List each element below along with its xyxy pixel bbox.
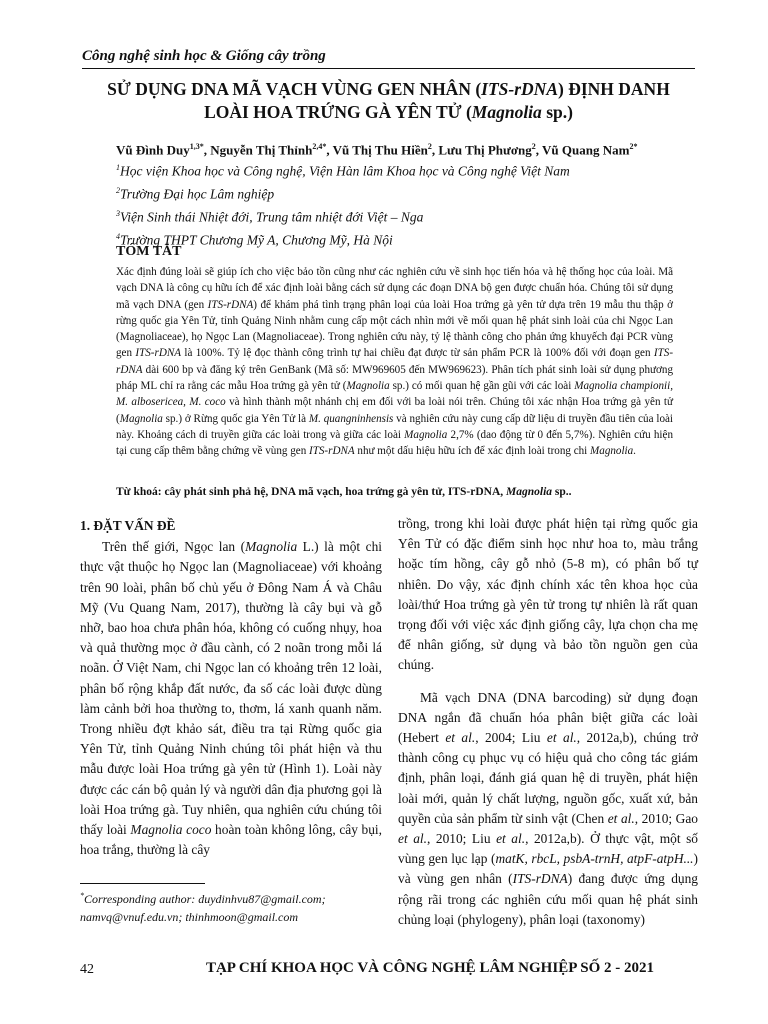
title-line-1 — [82, 78, 695, 101]
body-text: , 2012a,b). Ở thực vật, một số vùng gen lục lạp ( — [398, 831, 698, 867]
footnote-rule — [80, 883, 205, 884]
author-list: Vũ Đình Duy$^{1,3*}$, Nguyễn Thị Thỉnh$^{2,4*}$, Vũ Thị Thu Hiền$^2$, Lưu Thị Phương$^2$, Vũ Quang Nam$^{2*}$ — [116, 142, 638, 158]
body-text: hoàn toàn không lông, cây bụi, hoa trắng, thường là cây — [80, 822, 383, 858]
body-italic: et al. — [445, 730, 476, 746]
keywords-line — [116, 486, 676, 498]
abstract-heading: TÓM TẮT — [116, 244, 182, 259]
body-italic: ITS-rDNA — [512, 871, 568, 887]
header-rule — [82, 68, 695, 69]
body-text: Trên thế giới, Ngọc lan ( — [102, 539, 246, 555]
abstract-body — [116, 264, 673, 460]
abstract-italic: Magnolia — [119, 412, 163, 425]
body-italic: et al. — [546, 730, 577, 746]
title-text: ) ĐỊNH DANH — [558, 79, 670, 99]
article-title — [82, 78, 695, 124]
abstract-text: Xác định đúng loài sẽ giúp ích cho việc bảo tồn cũng như các nghiên cứu về sinh học tiến hóa và hệ thống học của loài. Mã vạch DNA là công cụ hữu ích để xác định loài bằng cách sử dụng các đoạn DNA bộ gen được chuẩn hóa. Chúng tôi sử dụng mã vạch DNA (gen — [116, 266, 673, 311]
footnote-line: namvq@vnuf.edu.vn; thinhmoon@gmail.com — [80, 910, 299, 924]
author-affiliation-mark: 2* — [629, 142, 638, 151]
affiliation-number: 1 — [116, 163, 120, 172]
keywords-italic: Magnolia — [506, 486, 553, 498]
body-text: ) và vùng gen nhân ( — [398, 851, 699, 887]
abstract-italic: ITS-rDNA — [309, 445, 355, 458]
footnote-line — [80, 887, 382, 908]
author-affiliation-mark: 2 — [427, 142, 432, 151]
affiliation-number: 3 — [116, 209, 120, 218]
affiliation-list — [116, 158, 696, 250]
affiliation-text: Trường Đại học Lâm nghiệp — [120, 186, 275, 202]
body-italic: et al. — [607, 810, 635, 826]
author-name: Vũ Quang Nam — [542, 142, 630, 158]
abstract-text: . — [633, 445, 636, 458]
keywords-text: sp.. — [552, 486, 572, 498]
body-text: , 2010; Gao — [634, 810, 698, 826]
author-name: Vũ Thị Thu Hiền — [332, 142, 428, 158]
title-text: LOÀI HOA TRỨNG GÀ YÊN TỬ ( — [204, 102, 472, 122]
abstract-italic: Magnolia — [404, 428, 448, 441]
footnote-text: Corresponding author: duydinhvu87@gmail.com; — [84, 892, 326, 906]
abstract-italic: ITS-rDNA — [135, 347, 182, 360]
author-affiliation-mark: 1,3* — [189, 142, 204, 151]
keywords-text: Từ khoá: cây phát sinh phả hệ, DNA mã vạch, hoa trứng gà yên tử, ITS-rDNA, — [116, 486, 507, 498]
title-italic: ITS-rDNA — [481, 79, 558, 99]
page-number: 42 — [80, 962, 94, 977]
body-text: L.) là một chi thực vật thuộc họ Ngọc lan (Magnoliaceae) với khoảng trên 90 loài, phân bố chủ yếu ở Đông Nam Á và Châu Mỹ (Vu Quang Nam, 2017), thường là cây bụi và gỗ nhỡ, bao hoa chưa phân hóa, không có cuống nhụy, hoa và quả thường mọc ở đầu cành, có 2 noãn trong mỗi lá noãn. Ở Việt Nam, chi Ngọc lan có khoảng trên 12 loài, phân bố rộng khắp đất nước, đa số các loài được dùng làm cảnh bởi hoa thường to, thơm, lá xanh quanh năm. Trong nhiều đợt khảo sát, điều tra tại Rừng quốc gia Yên Tử, tỉnh Quảng Ninh chúng tôi phát hiện và thu mẫu được loài Hoa trứng gà yên tử (Hình 1). Loài này được các cán bộ quản lý và người dân địa phương gọi là loài Hoa trứng gà. Tuy nhiên, qua nghiên cứu chúng tôi thấy loài — [80, 539, 383, 838]
abstract-text: và hình thành một nhánh chị em đối với ba loài nói trên. Chúng tôi xác nhận Hoa trứng gà yên tử ( — [116, 396, 673, 425]
affiliation-number: 4 — [116, 232, 120, 241]
abstract-text: 2,7% (dao động từ 0 đến 5,7%). Nghiên cứu hiện tại cung cấp thêm bằng chứng về vùng gen — [116, 428, 673, 458]
body-text: , 2004; Liu — [475, 730, 547, 746]
author-name: Vũ Đình Duy — [116, 142, 190, 158]
left-column — [80, 516, 382, 860]
affiliation — [116, 181, 696, 204]
abstract-italic: ITS-rDNA — [207, 298, 254, 311]
body-italic: matK, rbcL, psbA-trnH, atpF-atpH... — [495, 851, 694, 867]
author-name: Nguyễn Thị Thỉnh — [210, 142, 313, 158]
abstract-text: là 100%. Tỷ lệ đọc thành công trình tự hai chiều đạt được từ sản phẩm PCR là 100% đối với đoạn gen — [181, 347, 654, 360]
body-italic: Magnolia coco — [130, 822, 212, 838]
body-paragraph — [80, 537, 382, 860]
abstract-italic: Magnolia — [346, 380, 390, 393]
abstract-italic: M. quangninhensis — [308, 412, 394, 425]
affiliation-number: 2 — [116, 186, 120, 195]
abstract-text: sp.) ở Rừng quốc gia Yên Tử là — [162, 412, 309, 425]
body-paragraph-continued: trồng, trong khi loài được phát hiện tại rừng quốc gia Yên Tử có đặc điểm sinh học như hoa to, màu trắng hoặc tím hồng, cây gỗ nhỏ (5-8 m), có phân bố tự nhiên. Do vậy, xác định chính xác tên khoa học của loài/thứ Hoa trứng gà yên tử trong tự nhiên là rất quan trọng đối với việc xác định giống cây, lựa chọn cha mẹ để nhân giống, sử dụng và bảo tồn nguồn gen của chúng. — [398, 516, 698, 673]
abstract-italic: Magnolia championii, M. albosericea, M. coco — [116, 380, 673, 409]
abstract-italic: Magnolia — [590, 445, 634, 458]
running-head: Công nghệ sinh học & Giống cây trồng — [82, 48, 326, 64]
body-italic: et al. — [398, 831, 427, 847]
body-text: , 2012a,b), chúng trở thành công cụ phục vụ có hiệu quả cho công tác giám định, phân loại, đánh giá quan hệ di truyền, phát hiện loài mới, quản lý chất lượng, nguồn gốc, xuất xứ, bản quyền của sản phẩm từ sinh vật (Chen — [398, 730, 698, 826]
journal-name: TẠP CHÍ KHOA HỌC VÀ CÔNG NGHỆ LÂM NGHIỆP SỐ 2 - 2021 — [205, 960, 655, 976]
affiliation — [116, 227, 696, 250]
author-name: Lưu Thị Phương — [438, 142, 532, 158]
title-italic: Magnolia — [471, 102, 542, 122]
abstract-text: và nghiên cứu này cung cấp dữ liệu di truyền đầu tiên của loài này. Khoảng cách di truyền giữa các loài trong và giữa các loài — [116, 412, 673, 441]
body-text: ) đang được ứng dụng rộng rãi trong các nghiên cứu mối quan hệ phát sinh chủng loại (phylogeny), phân loại (taxonomy) — [398, 871, 698, 927]
title-text: SỬ DỤNG DNA MÃ VẠCH VÙNG GEN NHÂN ( — [107, 79, 482, 99]
body-paragraph — [398, 688, 698, 930]
affiliation-text: Viện Sinh thái Nhiệt đới, Trung tâm nhiệt đới Việt – Nga — [120, 209, 424, 225]
footnote — [80, 887, 382, 926]
author-affiliation-mark: 2,4* — [312, 142, 327, 151]
affiliation-text: Trường THPT Chương Mỹ A, Chương Mỹ, Hà Nội — [120, 232, 393, 248]
abstract-italic: ITS-rDNA — [116, 347, 674, 376]
footnote-mark: * — [80, 891, 84, 900]
right-column — [398, 514, 698, 930]
author-affiliation-mark: 2 — [531, 142, 536, 151]
body-italic: et al. — [496, 831, 526, 847]
abstract-text: sp.) có mối quan hệ gần gũi với các loài — [389, 380, 575, 393]
affiliation — [116, 204, 696, 227]
title-text: sp.) — [541, 102, 573, 122]
body-text: Mã vạch DNA (DNA barcoding) sử dụng đoạn DNA ngắn đã chuẩn hóa phân biệt giữa các loài (Hebert — [398, 689, 698, 746]
title-line-2 — [82, 101, 695, 124]
body-text: , 2010; Liu — [426, 831, 497, 847]
section-heading: 1. ĐẶT VẤN ĐỀ — [80, 518, 176, 533]
body-italic: Magnolia — [245, 539, 298, 555]
abstract-text: ) để khám phá tình trạng phân loại của loài Hoa trứng gà yên tử dựa trên 19 mẫu thu thập ở rừng quốc gia Yên Tử, tỉnh Quảng Ninh nhằm cung cấp một cách nhìn mới về mối quan hệ phát sinh loài của chi Ngọc Lan (Magnoliaceae), họ Ngọc Lan (Magnoliaceae). Trong nghiên cứu này, tỷ lệ thành công cho phản ứng khuyếch đại PCR vùng gen — [116, 298, 673, 360]
abstract-text: dài 600 bp và đăng ký trên GenBank (Mã số: MW969605 đến MW969623). Phân tích phát sinh loài sử dụng phương pháp ML chỉ ra rằng các mẫu Hoa trứng gà yên tử ( — [116, 363, 673, 393]
abstract-text: như một dấu hiệu hữu ích để xác định loài trong chi — [354, 445, 591, 458]
affiliation-text: Học viện Khoa học và Công nghệ, Viện Hàn lâm Khoa học và Công nghệ Việt Nam — [120, 163, 570, 179]
affiliation — [116, 158, 696, 181]
